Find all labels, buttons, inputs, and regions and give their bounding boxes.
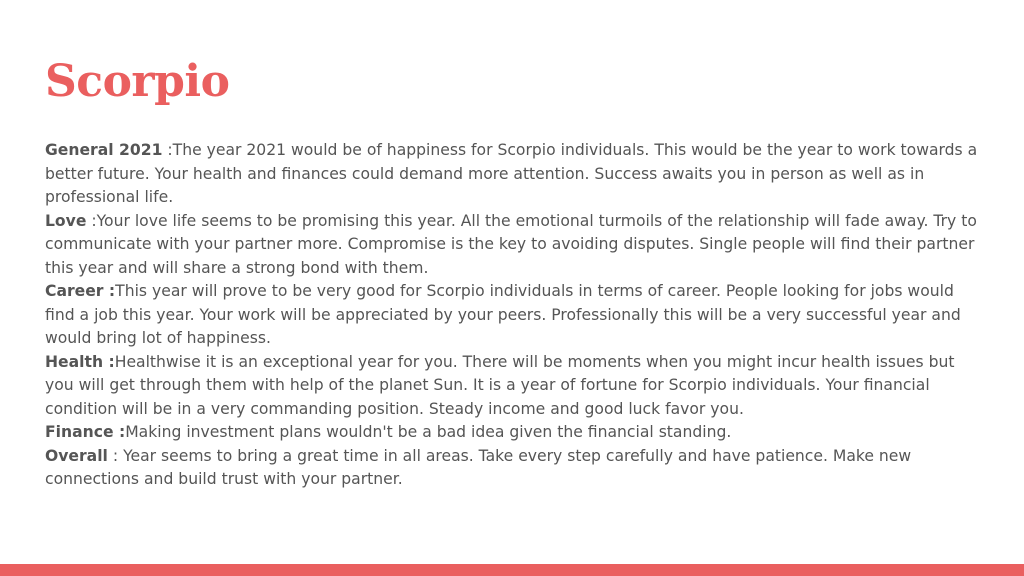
section-health-label: Health : — [45, 352, 115, 371]
section-finance-text: Making investment plans wouldn't be a bad idea given the financial standing. — [125, 423, 732, 441]
section-general-label: General 2021 — [45, 141, 163, 159]
section-career — [45, 280, 985, 351]
section-love-text: :Your love life seems to be promising this year. All the emotional turmoils of the relationship will fade away. Try to communicate with your partner more. Compromise is the key to avoiding disputes. Single people will find their partner this year and will share a strong bond with them. — [45, 211, 977, 277]
section-general — [45, 139, 985, 210]
section-love — [45, 210, 985, 281]
section-finance-label: Finance : — [45, 423, 126, 441]
slide-title: Scorpio — [45, 56, 230, 107]
section-overall-label: Overall — [45, 446, 108, 465]
horoscope-content — [45, 139, 985, 492]
section-finance — [45, 421, 985, 445]
section-health-text: Healthwise it is an exceptional year for you. There will be moments when you might incur health issues but you will get through them with help of the planet Sun. It is a year of fortune for Scorpio individuals. Your financial condition will be in a very commanding position. Steady income and good luck favor you. — [45, 352, 955, 418]
section-career-label: Career : — [45, 282, 116, 300]
section-overall-text: : Year seems to bring a great time in all areas. Take every step carefully and have patience. Make new connections and build trust with your partner. — [45, 446, 912, 488]
bottom-accent-bar — [0, 564, 1024, 576]
section-health — [45, 351, 985, 422]
section-overall — [45, 445, 985, 492]
section-general-text: :The year 2021 would be of happiness for Scorpio individuals. This would be the year to work towards a better future. Your health and finances could demand more attention. Success awaits you in person as well as in professional life. — [45, 141, 978, 206]
section-career-text: This year will prove to be very good for Scorpio individuals in terms of career. People looking for jobs would find a job this year. Your work will be appreciated by your peers. Professionally this will be a very successful year and would bring lot of happiness. — [45, 282, 961, 347]
section-love-label: Love — [45, 211, 87, 230]
